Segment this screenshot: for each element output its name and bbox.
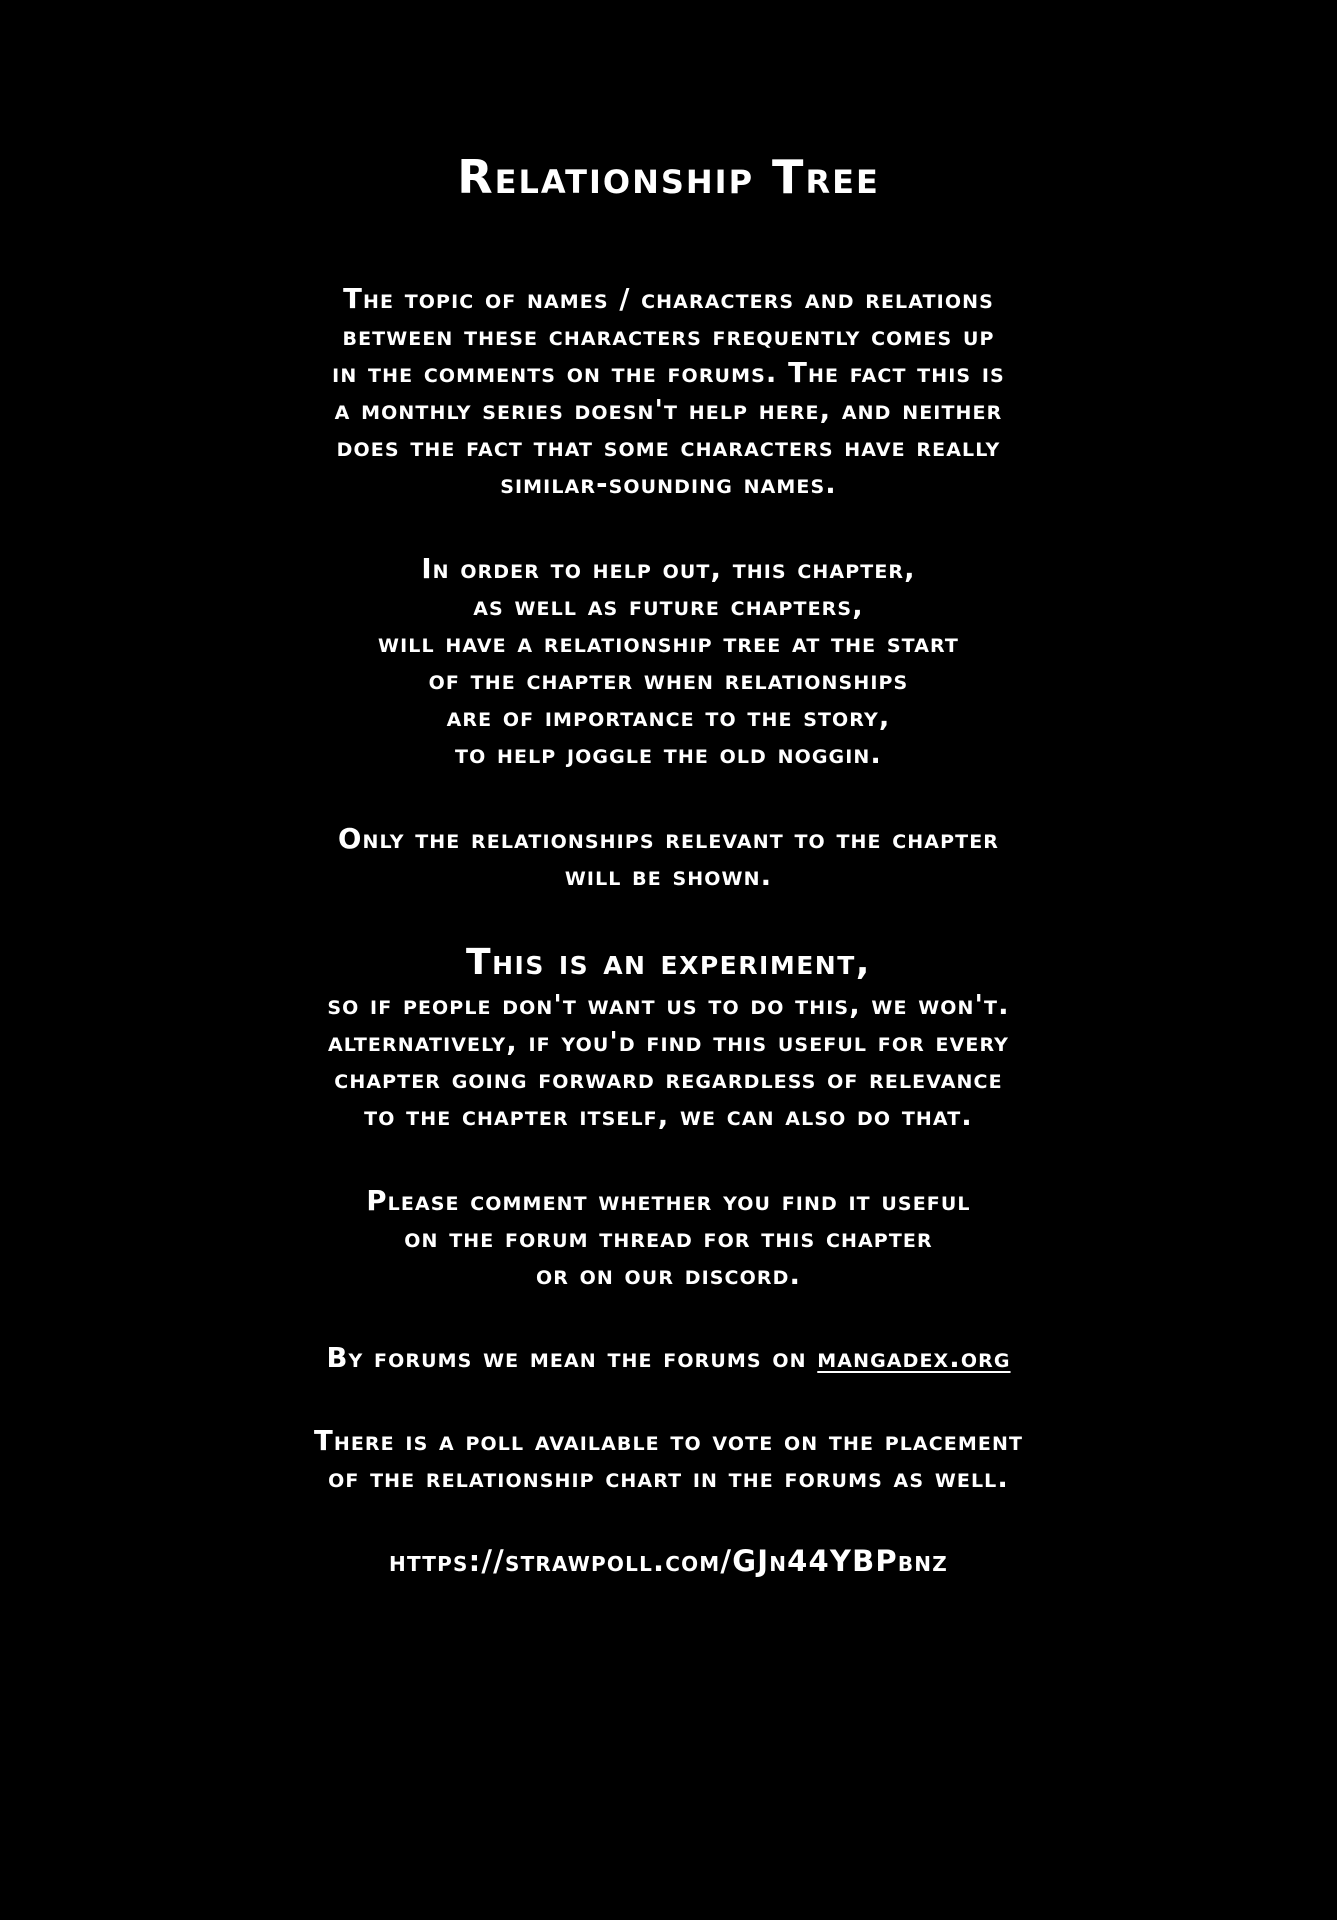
purpose-line: will have a relationship tree at the start xyxy=(378,626,959,659)
poll-url[interactable]: https://strawpoll.com/GJn44YBPbnz xyxy=(389,1543,948,1578)
purpose-line: In order to help out, this chapter, xyxy=(421,552,916,585)
experiment-line: chapter going forward regardless of relevance xyxy=(334,1062,1003,1095)
feedback-line: on the forum thread for this chapter xyxy=(404,1221,933,1254)
intro-line: a monthly series doesn't help here, and neither xyxy=(334,393,1003,426)
experiment-line: so if people don't want us to do this, we won't. xyxy=(327,988,1010,1021)
poll-note-line: There is a poll available to vote on the placement xyxy=(313,1424,1024,1457)
purpose-line: are of importance to the story, xyxy=(446,700,891,733)
intro-line: in the comments on the forums. The fact this is xyxy=(332,356,1005,389)
purpose-paragraph xyxy=(0,551,1337,773)
feedback-paragraph xyxy=(0,1183,1337,1294)
experiment-paragraph xyxy=(0,987,1337,1135)
purpose-line: as well as future chapters, xyxy=(473,589,864,622)
page-title: Relationship Tree xyxy=(457,150,880,204)
poll-note xyxy=(0,1423,1337,1497)
forums-note-prefix: By forums we mean the forums on xyxy=(326,1341,818,1374)
intro-line: The topic of names / characters and relations xyxy=(343,282,994,315)
feedback-line: or on our discord. xyxy=(535,1258,802,1291)
intro-paragraph xyxy=(0,281,1337,503)
intro-line: similar-sounding names. xyxy=(500,467,837,500)
purpose-line: of the chapter when relationships xyxy=(428,663,909,696)
intro-line: between these characters frequently comes up xyxy=(342,319,995,352)
experiment-line: alternatively, if you'd find this useful for every xyxy=(327,1025,1010,1058)
scope-line: Only the relationships relevant to the chapter xyxy=(337,822,1000,855)
experiment-heading: This is an experiment, xyxy=(466,941,871,983)
poll-note-line: of the relationship chart in the forums as well. xyxy=(328,1461,1009,1494)
forums-note xyxy=(0,1340,1337,1377)
experiment-line: to the chapter itself, we can also do that. xyxy=(364,1099,973,1132)
purpose-line: to help joggle the old noggin. xyxy=(455,737,882,770)
intro-line: does the fact that some characters have really xyxy=(336,430,1001,463)
scope-paragraph xyxy=(0,821,1337,895)
feedback-line: Please comment whether you find it useful xyxy=(366,1184,971,1217)
scope-line: will be shown. xyxy=(564,859,773,892)
mangadex-link[interactable]: mangadex.org xyxy=(817,1341,1011,1374)
